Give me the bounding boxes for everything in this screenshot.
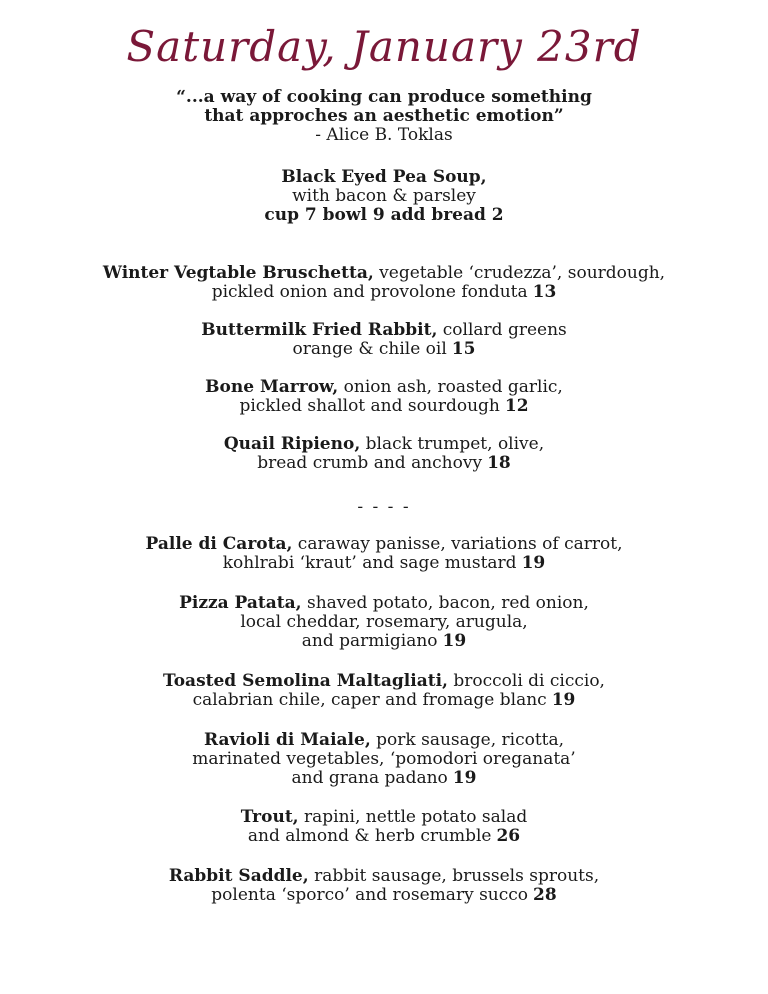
menu-item-name: Winter Vegtable Bruschetta, [102,263,374,283]
menu-date-heading: Saturday, January 23rd [126,22,642,71]
section-divider: - - - - [357,497,411,517]
menu-item-price: 15 [451,339,476,359]
menu-item-price: 12 [504,396,529,416]
menu-item-name: Rabbit Saddle, [168,866,309,886]
menu-item [0,867,768,905]
menu-item-desc: onion ash, roasted garlic, [338,377,563,397]
quote-line-1: “...a way of cooking can produce something [176,87,592,107]
menu-item-desc: polenta ‘sporco’ and rosemary succo [211,885,529,905]
soup-name: Black Eyed Pea Soup, [281,167,487,187]
soup-block [0,168,768,225]
menu-item-desc: pork sausage, ricotta, [370,730,565,750]
menu-item-desc: pickled onion and provolone fonduta [211,282,528,302]
menu-item-desc: black trumpet, olive, [360,434,545,454]
menu-item [0,535,768,573]
menu-item-name: Buttermilk Fried Rabbit, [201,320,438,340]
menu-item [0,378,768,416]
menu-item-desc: and grana padano [291,768,448,788]
menu-item-desc: local cheddar, rosemary, arugula, [240,612,528,632]
menu-item-desc: and almond & herb crumble [247,826,492,846]
menu-item [0,731,768,788]
menu-item-name: Bone Marrow, [205,377,339,397]
quote-author: - Alice B. Toklas [315,125,453,145]
menu-item-desc: shaved potato, bacon, red onion, [301,593,589,613]
menu-item-name: Toasted Semolina Maltagliati, [163,671,448,691]
menu-item-price: 19 [551,690,576,710]
quote-block [0,88,768,145]
menu-item-name: Palle di Carota, [145,534,293,554]
menu-item-price: 19 [452,768,477,788]
menu-item-desc: broccoli di ciccio, [447,671,605,691]
menu-item-price: 26 [496,826,521,846]
menu-item-price: 19 [521,553,546,573]
menu-item-desc: kohlrabi ‘kraut’ and sage mustard [222,553,517,573]
menu-item-name: Quail Ripieno, [223,434,361,454]
menu-item [0,672,768,710]
soup-description: with bacon & parsley [292,186,476,206]
quote-line-2: that approches an aesthetic emotion” [204,106,564,126]
menu-item-desc: bread crumb and anchovy [257,453,483,473]
menu-item-desc: marinated vegetables, ‘pomodori oreganata’ [192,749,576,769]
menu-item-desc: calabrian chile, caper and fromage blanc [192,690,547,710]
menu-item-desc: and parmigiano [301,631,438,651]
menu-item-name: Ravioli di Maiale, [203,730,371,750]
menu-item [0,321,768,359]
soup-pricing: cup 7 bowl 9 add bread 2 [264,205,504,225]
menu-item-desc: orange & chile oil [292,339,447,359]
menu-item-name: Trout, [240,807,299,827]
menu-item [0,264,768,302]
menu-item [0,594,768,651]
menu-item-desc: collard greens [437,320,567,340]
menu-item-price: 19 [442,631,467,651]
menu-item-desc: vegetable ‘crudezza’, sourdough, [373,263,666,283]
menu-item-desc: pickled shallot and sourdough [239,396,500,416]
menu-item-desc: rabbit sausage, brussels sprouts, [308,866,600,886]
menu-item-price: 13 [532,282,557,302]
menu-item-desc: rapini, nettle potato salad [298,807,528,827]
menu-item [0,435,768,473]
menu-item-price: 28 [533,885,557,905]
menu-item-desc: caraway panisse, variations of carrot, [292,534,623,554]
menu-item [0,808,768,846]
menu-item-name: Pizza Patata, [179,593,302,613]
menu-item-price: 18 [487,453,511,473]
